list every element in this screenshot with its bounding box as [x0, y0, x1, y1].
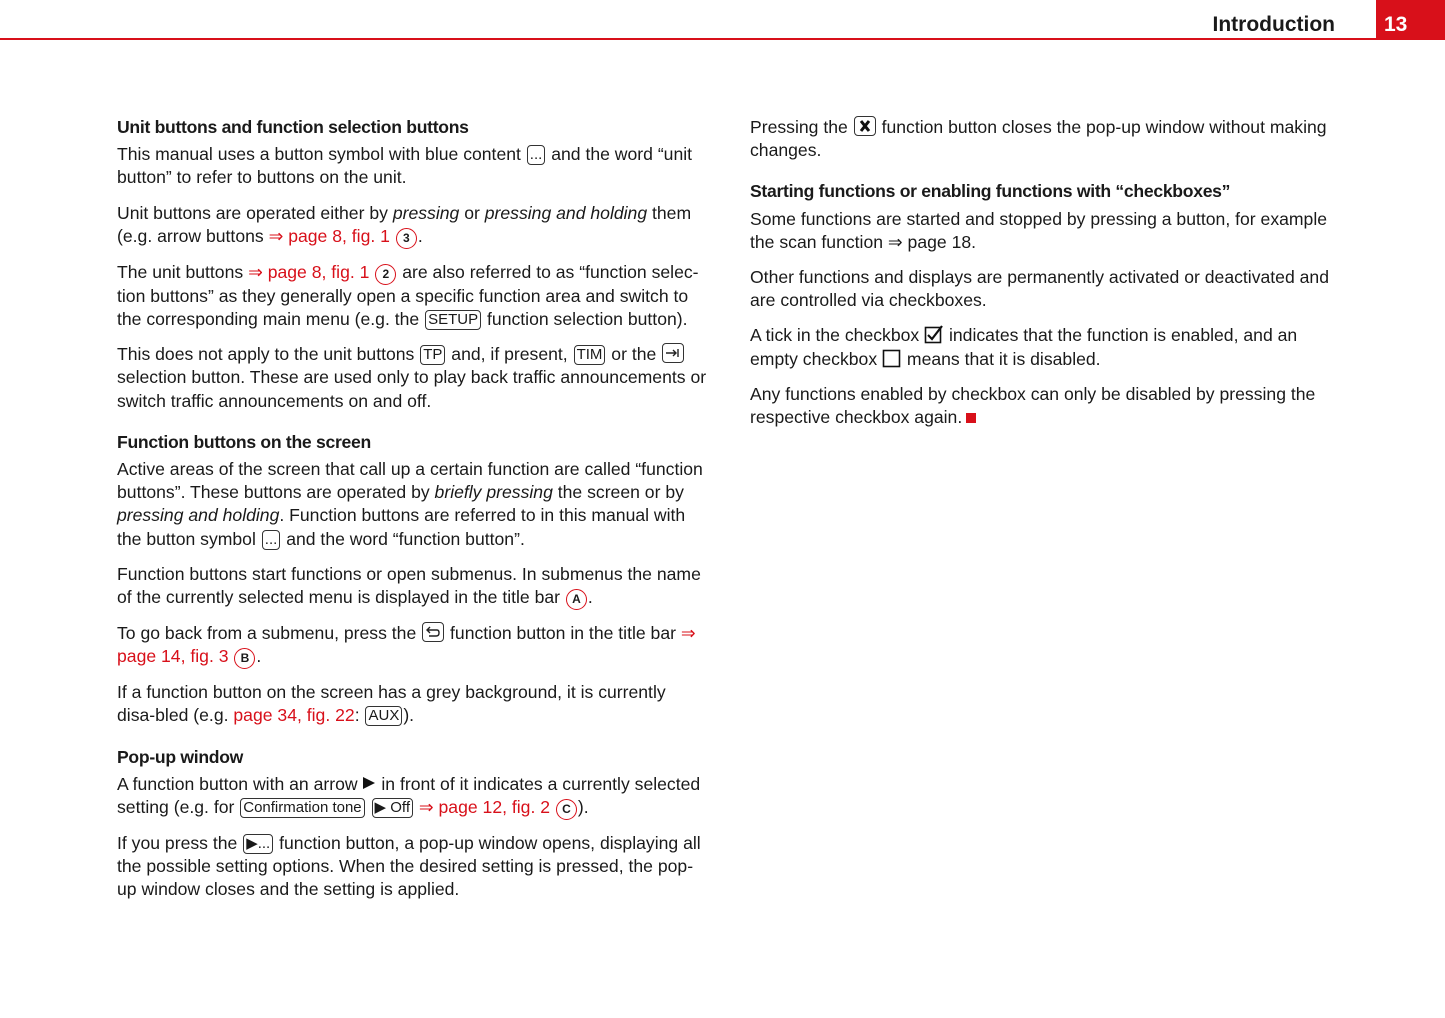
emphasis: pressing and holding: [484, 202, 648, 223]
aux-button-symbol: AUX: [365, 706, 402, 726]
section-heading-unit-buttons: Unit buttons and function selection buttons: [117, 117, 469, 137]
text: ).: [403, 705, 415, 726]
text: Any functions enabled by checkbox can only be disabled by pressing the respective checkbox again.: [750, 383, 1316, 428]
paragraph: [117, 563, 707, 610]
text: and, if present,: [451, 344, 568, 365]
page-reference-link[interactable]: ⇒ page 14, fig. 3: [117, 623, 696, 667]
close-icon: [854, 116, 876, 136]
left-column: [117, 116, 707, 914]
paragraph: [117, 773, 707, 820]
text: and the word “function button”.: [286, 528, 525, 549]
text: . Function buttons are referred to in this manual with the button symbol: [117, 505, 686, 549]
page-number-box: [1376, 0, 1445, 40]
paragraph: [117, 458, 707, 551]
text: and the word “unit button” to refer to buttons on the unit.: [117, 144, 693, 188]
page-reference-link[interactable]: ⇒ page 8, fig. 1: [268, 225, 390, 246]
text: Unit buttons are operated either by: [117, 202, 393, 223]
text: This does not apply to the unit buttons: [117, 344, 415, 365]
text: means that it is disabled.: [906, 348, 1101, 369]
header-rule: [0, 38, 1445, 40]
back-arrow-icon: [422, 622, 444, 642]
text: :: [354, 705, 360, 726]
tim-button-symbol: TIM: [574, 345, 606, 365]
figure-callout: 3: [396, 228, 417, 249]
off-button-symbol: ▶ Off: [372, 798, 413, 818]
page-title: Introduction: [1212, 13, 1335, 36]
page-reference-link[interactable]: page 34, fig. 22: [233, 705, 355, 726]
figure-callout: B: [234, 648, 255, 669]
right-column: [750, 116, 1340, 441]
paragraph: [750, 383, 1340, 429]
text: ).: [577, 797, 589, 818]
traffic-enter-icon: [662, 343, 684, 363]
text: the screen or by: [552, 482, 684, 503]
paragraph: [117, 681, 707, 727]
paragraph: [750, 116, 1340, 162]
page-reference-link[interactable]: ⇒ page 8, fig. 1: [248, 261, 370, 282]
paragraph: [117, 202, 707, 249]
paragraph: Some functions are started and stopped by pressing a button, for example the scan function ⇒ page 18.: [750, 208, 1328, 252]
play-arrow-icon: [362, 776, 376, 790]
text: function button in the title bar: [450, 623, 676, 644]
text: If a function button on the screen has a grey background, it is currently disa-bled (e.g.: [117, 682, 666, 726]
text: The unit buttons: [117, 261, 249, 282]
text: .: [417, 225, 423, 246]
text: are also referred to as “function selec-tion buttons” as they generally open a specific function area and switch to the corresponding main menu (e.g. the: [117, 261, 699, 330]
paragraph: [117, 343, 707, 413]
text: This manual uses a button symbol with blue content: [117, 144, 521, 165]
text: function selection button).: [487, 309, 688, 330]
figure-callout: 2: [375, 264, 396, 285]
text: If you press the: [117, 833, 238, 854]
text: .: [587, 587, 593, 608]
page-number: 13: [1384, 13, 1408, 36]
confirmation-tone-button-symbol: Confirmation tone: [240, 798, 364, 818]
paragraph: [750, 324, 1340, 370]
end-of-section-marker: [966, 413, 976, 423]
text: indicates that the function is enabled, and an empty checkbox: [750, 325, 1298, 369]
text: or the: [611, 344, 657, 365]
emphasis: pressing: [392, 202, 460, 223]
text: selection button. These are used only to play back traffic announcements or switch traffic announcements on and off.: [117, 367, 707, 411]
checked-checkbox-icon: [924, 324, 944, 344]
text: function button, a pop-up window opens, displaying all the possible setting options. When the desired setting is pressed, the pop-up window closes and the setting is applied.: [117, 833, 701, 900]
emphasis: briefly pressing: [434, 482, 553, 503]
text: Pressing the: [750, 117, 848, 137]
button-symbol: ...: [262, 530, 281, 550]
figure-callout: A: [566, 589, 587, 610]
paragraph: [117, 622, 707, 669]
paragraph: [117, 832, 707, 902]
section-heading-checkboxes: Starting functions or enabling functions with “checkboxes”: [750, 181, 1231, 202]
text: A tick in the checkbox: [750, 325, 920, 346]
text: Active areas of the screen that call up a certain function are called “function buttons”. These buttons are operated by: [117, 459, 703, 503]
paragraph: [117, 143, 707, 189]
text: A function button with an arrow: [117, 773, 358, 794]
section-heading-popup-window: Pop-up window: [117, 746, 244, 767]
page-reference-link[interactable]: ⇒ page 12, fig. 2: [418, 797, 551, 818]
text: .: [256, 646, 262, 667]
setup-button-symbol: SETUP: [425, 310, 481, 330]
text: To go back from a submenu, press the: [117, 623, 417, 644]
tp-button-symbol: TP: [420, 345, 445, 365]
text: function button closes the pop-up window without making changes.: [750, 117, 1327, 161]
empty-checkbox-icon: [882, 348, 902, 368]
popup-button-symbol: ▶...: [243, 834, 273, 854]
text: Function buttons start functions or open submenus. In submenus the name of the currently selected menu is displayed in the title bar: [117, 563, 701, 608]
text: or: [459, 202, 485, 223]
section-heading-function-buttons: Function buttons on the screen: [117, 431, 371, 452]
button-symbol: ...: [527, 145, 546, 165]
text: them (e.g. arrow buttons: [117, 202, 692, 246]
emphasis: pressing and holding: [117, 505, 280, 526]
paragraph: [117, 261, 707, 331]
paragraph: Other functions and displays are permanently activated or deactivated and are controlled via checkboxes.: [750, 267, 1329, 311]
figure-callout: C: [556, 799, 577, 820]
text: in front of it indicates a currently selected setting (e.g. for: [117, 773, 701, 818]
